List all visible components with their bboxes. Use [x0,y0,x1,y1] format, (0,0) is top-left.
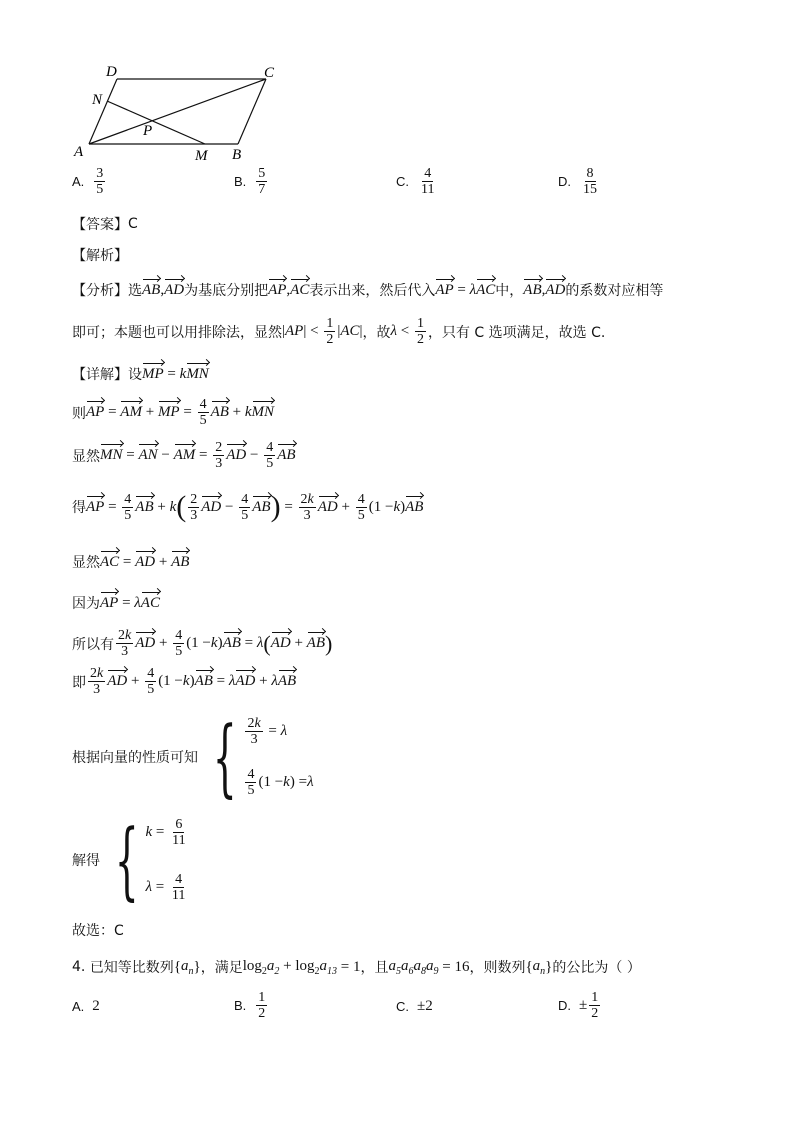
parallelogram-figure [70,60,290,165]
option-fraction: $\frac{5}{7}$ [258,166,266,197]
label-d: D [106,64,117,80]
option-fraction: $\frac{4}{11}$ [421,166,435,197]
label-b: B [232,147,242,163]
option-fraction: $\frac{8}{15}$ [583,166,597,197]
q4-option-c[interactable]: C. ±2 [396,998,433,1014]
option-label: D. [558,174,571,189]
answer-line [72,214,138,234]
detail-line-6: 因为 AP = λ AC [72,594,160,612]
analysis-line-2: 即可；本题也可以用排除法，显然 | AP | < $\frac{1}{2}$ | AC | ，故 λ < $\frac{1}{2}$ ，只有 C 选项满足，故选 C. [72,316,606,347]
detail-line-8: 即 $\frac{2k}{3}$ AD + $\frac{4}{5}$ (1 − k ) AB = λ AD + λ AB [72,666,297,697]
segment-ac [89,79,266,144]
option-label: A. [72,174,85,189]
label-n: N [92,92,103,108]
conclusion: 故选：C [72,923,124,939]
q4-option-b[interactable]: B. $\frac{1}{2}$ [234,990,266,1021]
detail-line-1: 【详解】 设 MP = k MN [72,365,209,383]
option-d[interactable] [558,166,601,197]
label-p: P [143,123,153,139]
option-label: C. [396,174,409,189]
option-b[interactable] [234,166,269,197]
analysis-tag: 【解析】 [72,248,128,264]
detail-line-2: 则 AP = AM + MP = $\frac{4}{5}$ AB + k MN [72,397,275,428]
edge-ad [89,79,117,144]
answer-tag: 【答案】 [72,217,128,233]
option-fraction: $\frac{3}{5}$ [96,166,104,197]
detail-system-2: 解得 { k = $\frac{6}{11}$ λ = $\frac{4}{11}$ [72,811,186,909]
detail-system-1: 根据向量的性质可知 { $\frac{2k}{3}$ = λ $\frac{4}{5}$ (1 − k ) = λ [72,708,314,806]
option-c[interactable] [396,166,438,197]
detail-line-5: 显然 AC = AD + AB [72,553,190,571]
analysis-line-1: 【分析】 选 AB , AD 为基底分别把 AP , AC 表示出来，然后代入 AP = λ AC 中， AB , AD 的系数对应相等 [72,281,664,299]
option-a[interactable] [72,166,107,197]
edge-bc [238,79,266,144]
q4-option-a[interactable]: A. 2 [72,998,100,1014]
question-4-stem: 4. 已知等比数列 { $a_n$ } ，满足 $\log_2$ $a_2$ + $\log_2$ $a_{13}$ = 1 ，且 $a_5a_6a_8a_9$ = 16 ，则数列 { $a_n$ } 的公比为（ ） [72,957,641,977]
label-a: A [74,144,84,160]
detail-line-7: 所以有 $\frac{2k}{3}$ AD + $\frac{4}{5}$ (1 − k ) AB = λ ( AD + AB ) [72,628,333,659]
detail-line-3: 显然 MN = AN − AM = $\frac{2}{3}$ AD − $\frac{4}{5}$ AB [72,440,296,471]
q4-option-d[interactable]: D. ± $\frac{1}{2}$ [558,990,599,1021]
label-m: M [195,148,208,164]
segment-nm [107,101,205,144]
answer-value: C [128,216,138,232]
label-c: C [264,65,275,81]
detail-line-4: 得 AP = $\frac{4}{5}$ AB + k ( $\frac{2}{3}$ AD − $\frac{4}{5}$ AB ) = $\frac{2k}{3}$ AD + $\frac{4}{5}$ (1 − k ) AB [72,490,424,523]
option-label: B. [234,174,247,189]
